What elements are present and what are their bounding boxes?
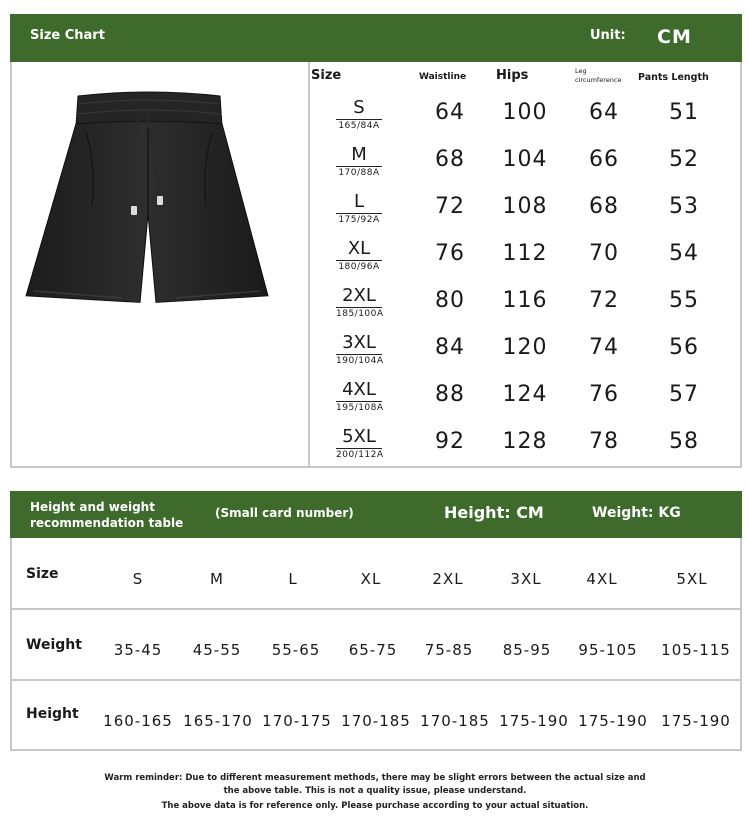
- height-cell: 170-185: [420, 712, 490, 730]
- size-chart-header: [10, 14, 742, 62]
- size-cell: [336, 191, 382, 226]
- size-cell: 5XL: [676, 570, 708, 588]
- weight-cell: 55-65: [271, 641, 321, 659]
- weight-cell: 65-75: [348, 641, 398, 659]
- leg-value: 72: [589, 288, 619, 313]
- col-head-size: Size: [311, 68, 342, 83]
- height-cell: 170-185: [341, 712, 411, 730]
- size-cell: [336, 285, 382, 320]
- size-cell: XL: [360, 570, 382, 588]
- size-code: 200/112A: [336, 450, 384, 460]
- leg-value: 74: [589, 335, 619, 360]
- row-divider: [12, 608, 740, 610]
- size-row: [0, 285, 750, 331]
- size-row: [0, 191, 750, 237]
- leg-value: 64: [589, 100, 619, 125]
- weight-cell: 105-115: [661, 641, 731, 659]
- length-value: 56: [669, 335, 699, 360]
- size-name: 3XL: [342, 332, 376, 353]
- size-cell: [336, 379, 382, 414]
- size-code: 170/88A: [338, 168, 380, 178]
- size-row: [0, 97, 750, 143]
- row-divider: [12, 679, 740, 681]
- row-label-size: Size: [26, 566, 59, 582]
- size-cell: M: [210, 570, 224, 588]
- length-value: 54: [669, 241, 699, 266]
- col-head-leg-line1: Leg: [575, 67, 587, 75]
- row-label-height: Height: [26, 706, 79, 722]
- hips-value: 128: [502, 429, 548, 454]
- height-cell: 175-190: [578, 712, 648, 730]
- size-cell: [336, 238, 382, 273]
- height-cell: 175-190: [499, 712, 569, 730]
- height-cell: 160-165: [103, 712, 173, 730]
- waist-value: 88: [435, 382, 465, 407]
- waist-value: 84: [435, 335, 465, 360]
- size-code: 190/104A: [336, 356, 384, 366]
- waist-value: 80: [435, 288, 465, 313]
- size-code: 175/92A: [338, 215, 380, 225]
- waist-value: 68: [435, 147, 465, 172]
- size-cell: [336, 332, 382, 367]
- length-value: 53: [669, 194, 699, 219]
- col-head-leg: [575, 67, 621, 85]
- size-name: XL: [347, 238, 371, 259]
- size-cell: [336, 144, 382, 179]
- length-value: 58: [669, 429, 699, 454]
- height-cell: 175-190: [661, 712, 731, 730]
- waist-value: 92: [435, 429, 465, 454]
- height-cell: 170-175: [262, 712, 332, 730]
- weight-cell: 95-105: [578, 641, 638, 659]
- leg-value: 76: [589, 382, 619, 407]
- col-head-waist: Waistline: [419, 72, 467, 82]
- recommendation-subtitle: (Small card number): [215, 506, 354, 520]
- size-cell: 2XL: [432, 570, 464, 588]
- size-code: 195/108A: [336, 403, 384, 413]
- size-code: 180/96A: [338, 262, 380, 272]
- recommendation-header: [10, 491, 742, 538]
- size-name: S: [353, 97, 365, 118]
- weight-unit: Weight: KG: [592, 505, 681, 521]
- recommendation-title: Height and weight recommendation table: [30, 500, 184, 530]
- size-code: 165/84A: [338, 121, 380, 131]
- size-row: [0, 332, 750, 378]
- unit-value: CM: [657, 26, 692, 48]
- waist-value: 64: [435, 100, 465, 125]
- recommendation-size-row: [0, 564, 750, 594]
- leg-value: 68: [589, 194, 619, 219]
- size-code: 185/100A: [336, 309, 384, 319]
- size-chart-title: Size Chart: [30, 28, 105, 43]
- size-row: [0, 426, 750, 472]
- waist-value: 76: [435, 241, 465, 266]
- col-head-leg-line2: circumference: [575, 76, 622, 84]
- height-cell: 165-170: [183, 712, 253, 730]
- hips-value: 112: [502, 241, 548, 266]
- weight-cell: 45-55: [192, 641, 242, 659]
- size-name: M: [351, 144, 367, 165]
- size-name: L: [353, 191, 365, 212]
- size-cell: [336, 97, 382, 132]
- reference-note: The above data is for reference only. Please purchase according to your actual situation.: [161, 801, 589, 811]
- size-name: 4XL: [342, 379, 376, 400]
- size-name: 2XL: [342, 285, 376, 306]
- unit-label: Unit:: [590, 28, 626, 43]
- length-value: 51: [669, 100, 699, 125]
- height-unit: Height: CM: [444, 503, 544, 522]
- length-value: 55: [669, 288, 699, 313]
- leg-value: 78: [589, 429, 619, 454]
- recommendation-weight-row: [0, 635, 750, 665]
- warm-reminder-line1: Warm reminder: Due to different measurement methods, there may be slight errors between the actual size and: [104, 773, 646, 783]
- length-value: 57: [669, 382, 699, 407]
- size-row: [0, 144, 750, 190]
- size-row: [0, 238, 750, 284]
- size-cell: 4XL: [586, 570, 618, 588]
- col-head-hips: Hips: [496, 68, 529, 83]
- waist-value: 72: [435, 194, 465, 219]
- length-value: 52: [669, 147, 699, 172]
- hips-value: 124: [502, 382, 548, 407]
- leg-value: 66: [589, 147, 619, 172]
- hips-value: 108: [502, 194, 548, 219]
- size-cell: S: [132, 570, 144, 588]
- weight-cell: 35-45: [113, 641, 163, 659]
- hips-value: 116: [502, 288, 548, 313]
- warm-reminder-line2: the above table. This is not a quality issue, please understand.: [223, 786, 527, 796]
- weight-cell: 85-95: [502, 641, 552, 659]
- size-cell: [336, 426, 382, 461]
- hips-value: 104: [502, 147, 548, 172]
- size-name: 5XL: [342, 426, 376, 447]
- row-label-weight: Weight: [26, 637, 82, 653]
- hips-value: 100: [502, 100, 548, 125]
- hips-value: 120: [502, 335, 548, 360]
- size-cell: L: [288, 570, 298, 588]
- leg-value: 70: [589, 241, 619, 266]
- recommendation-height-row: [0, 706, 750, 736]
- col-head-length: Pants Length: [638, 72, 709, 83]
- size-row: [0, 379, 750, 425]
- size-cell: 3XL: [510, 570, 542, 588]
- weight-cell: 75-85: [424, 641, 474, 659]
